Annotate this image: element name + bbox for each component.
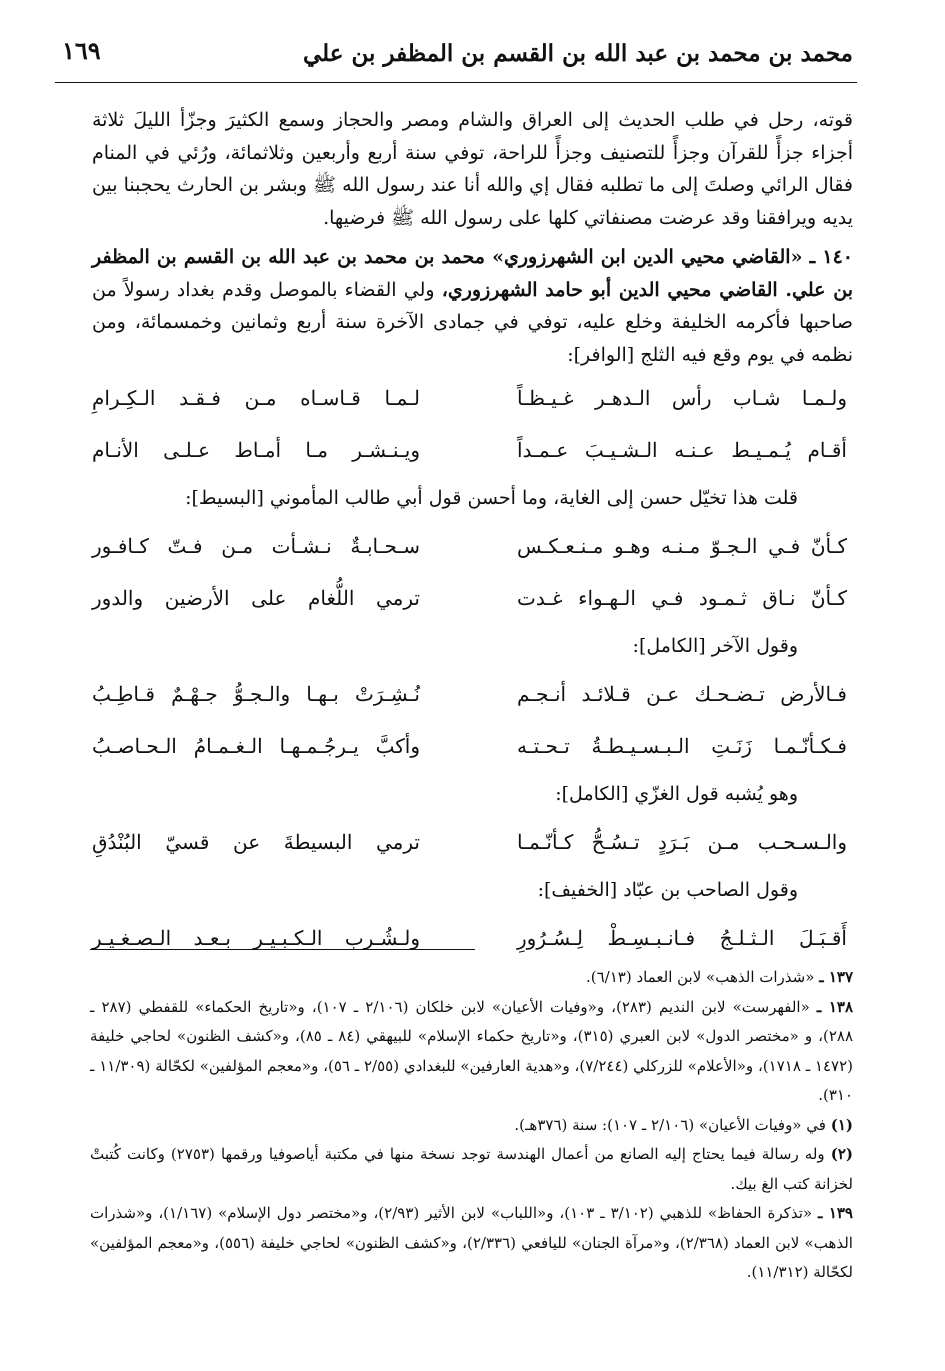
poem-4 xyxy=(92,816,853,868)
verse-second-hemistich: ترمي اللُّغام على الأرضين والدور xyxy=(92,585,420,610)
verse-first-hemistich: والـسـحـب مـن بَـرَدٍ تـسُـحُّ كـأنّـمـا xyxy=(517,829,847,854)
footnote-number: ١٣٧ ـ xyxy=(819,968,853,986)
poem-intro: وقول الصاحب بن عبّاد [الخفيف]: xyxy=(537,878,798,901)
poem-intro: وهو يُشبه قول الغزّي [الكامل]: xyxy=(555,782,798,805)
footnote-text: «تذكرة الحفاظ» للذهبي (٣/١٠٢ ـ ١٠٣)، و«اللباب» لابن الأثير (٢/٩٣)، و«مختصر دول الإسلام» (١/١٦٧)، و«شذرات الذهب» لابن العماد (٢/٣٦٨)، و«مرآة الجنان» لليافعي (٢/٣٣٦)، و«كشف الظنون» لحاجي خليفة (٥٥٦)، و«معجم المؤلفين» لكحّالة (١١/٣١٢). xyxy=(90,1204,853,1281)
verse-second-hemistich: ويـنـشـر مـا أمـاط عـلـى الأنـام xyxy=(92,437,420,462)
footnote-number: ١٣٩ ـ xyxy=(818,1204,853,1222)
entry-140-heading: ١٤٠ ـ «القاضي محيي الدين ابن الشهرزوري» محمد بن محمد بن عبد الله بن القسم بن المظفر بن علي. القاضي محيي الدين أبو حامد الشهرزوري، xyxy=(92,245,853,301)
verse-first-hemistich: أقـام يُـمـيـط عـنـه الـشـيـبَ عـمـداً xyxy=(517,437,847,462)
verse xyxy=(92,816,853,868)
verse-second-hemistich: ترمي البسيطةَ عن قسيّ البُنْدُقِ xyxy=(92,829,420,854)
footnote-text: وله رسالة فيما يحتاج إليه الصانع من أعمال الهندسة توجد نسخة منها في مكتبة أياصوفيا ورقمها (٢٧٥٣) وكانت كُتبتْ لخزانة كتب الغ بيك. xyxy=(90,1145,853,1193)
poem-3 xyxy=(92,668,853,772)
verse xyxy=(92,720,853,772)
main-text xyxy=(92,104,853,964)
verse-second-hemistich: وأكبَّ يـرجُـمـهـا الـغـمـامُ الـحـاصـبُ xyxy=(92,733,420,758)
verse-second-hemistich: لـمـا قـاسـاه مـن فـقـد الـكِـرامِ xyxy=(92,385,420,410)
verse xyxy=(92,372,853,424)
verse xyxy=(92,520,853,572)
footnote-2 xyxy=(90,1140,853,1199)
poem-5 xyxy=(92,912,853,964)
poem-intro: وقول الآخر [الكامل]: xyxy=(632,634,798,657)
page-header xyxy=(62,30,853,74)
verse xyxy=(92,912,853,964)
verse-first-hemistich: فـكـأنّـمـا زَنَـتِ الـبـسـيـطـةُ تـحـتـه xyxy=(517,733,847,758)
footnote-139 xyxy=(90,1199,853,1288)
footnote-number: (١) xyxy=(830,1115,853,1134)
verse-first-hemistich: فـالأرض تـضـحـك عـن قـلائـد أنـجـم xyxy=(517,681,847,706)
footnote-rule xyxy=(90,949,475,950)
verse-second-hemistich: سـحـابـةٌ نـشـأت مـن فـتّ كـافـور xyxy=(92,533,420,558)
verse-first-hemistich: أَقـبَـلَ الـثـلـجُ فـانـبـسِـطْ لِـسُـرُورِ xyxy=(517,925,847,950)
paragraph-entry-140 xyxy=(92,241,853,372)
verse-second-hemistich: ولـشُـرب الـكـبـيـر بـعـد الـصـغـيـر xyxy=(92,925,420,950)
verse-first-hemistich: ولـمـا شـاب رأس الـدهـر غـيـظـاً xyxy=(517,385,847,410)
footnote-text: «شذرات الذهب» لابن العماد (٦/١٣). xyxy=(586,968,815,986)
footnote-number: (٢) xyxy=(830,1145,853,1163)
footnote-138 xyxy=(90,993,853,1111)
poem-intro: قلت هذا تخيّل حسن إلى الغاية، وما أحسن قول أبي طالب المأموني [البسيط]: xyxy=(185,486,798,509)
page-number: ١٦٩ xyxy=(62,36,101,65)
footnotes xyxy=(90,963,853,1288)
footnote-137 xyxy=(90,963,853,993)
entry-140-text: ولي القضاء بالموصل وقدم بغداد رسولاً من صاحبها فأكرمه الخليفة وخلع عليه، توفي في جمادى الآخرة سنة أربع وثمانين وخمسمائة، ومن نظمه في يوم وقع فيه الثلج [الوافر]: xyxy=(92,278,853,366)
verse-second-hemistich: نُـشِـرَتْ بـهـا والـجـوُّ جـهْـمٌ قـاطِـبُ xyxy=(92,681,420,706)
verse xyxy=(92,668,853,720)
footnote-text: «الفهرست» لابن النديم (٢٨٣)، و«وفيات الأعيان» لابن خلكان (٢/١٠٦ ـ ١٠٧)، و«تاريخ الحكماء» للقفطي (٢٨٧ ـ ٢٨٨)، و «مختصر الدول» لابن العبري (٣١٥)، و«تاريخ حكماء الإسلام» للبيهقي (٨٤ ـ ٨٥)، و«كشف الظنون» لحاجي خليفة (١٤٧٢ ـ ١٧١٨)، و«الأعلام» للزركلي (٧/٢٤٤)، و«هدية العارفين» للبغدادي (٢/٥٥ ـ ٥٦)، و«معجم المؤلفين» لكحّالة (١١/٣٠٩ ـ ٣١٠). xyxy=(90,997,853,1104)
running-title: محمد بن محمد بن عبد الله بن القسم بن المظفر بن علي xyxy=(302,40,853,67)
verse-first-hemistich: كـأنّ فـي الـجـوّ مـنـه وهـو مـنـعـكـس xyxy=(517,533,847,558)
verse-first-hemistich: كـأنّ نـاق ثـمـود فـي الـهـواء غـدت xyxy=(517,585,847,610)
footnote-text: في «وفيات الأعيان» (٢/١٠٦ ـ ١٠٧): سنة (٣٧٦هـ). xyxy=(514,1115,826,1134)
verse xyxy=(92,572,853,624)
footnote-1 xyxy=(90,1111,853,1141)
footnote-number: ١٣٨ ـ xyxy=(816,997,853,1016)
verse xyxy=(92,424,853,476)
header-rule xyxy=(55,82,857,83)
poem-1 xyxy=(92,372,853,476)
paragraph-entry-139-end: قوته، رحل في طلب الحديث إلى العراق والشام ومصر والحجاز وسمع الكثيرَ وجزّأ الليلَ ثلاثة أجزاء جزأً للقرآن وجزأً للتصنيف وجزأً للراحة، توفي سنة أربع وأربعين وثلاثمائة، ورُئي في المنام فقال الرائي وصلتَ إلى ما تطلبه فقال إي والله أنا عند رسول الله ﷺ وبشر بن الحارث يحجبنا بين يديه ويرافقنا وقد عرضت مصنفاتي كلها على رسول الله ﷺ فرضيها. xyxy=(92,109,853,230)
poem-2 xyxy=(92,520,853,624)
